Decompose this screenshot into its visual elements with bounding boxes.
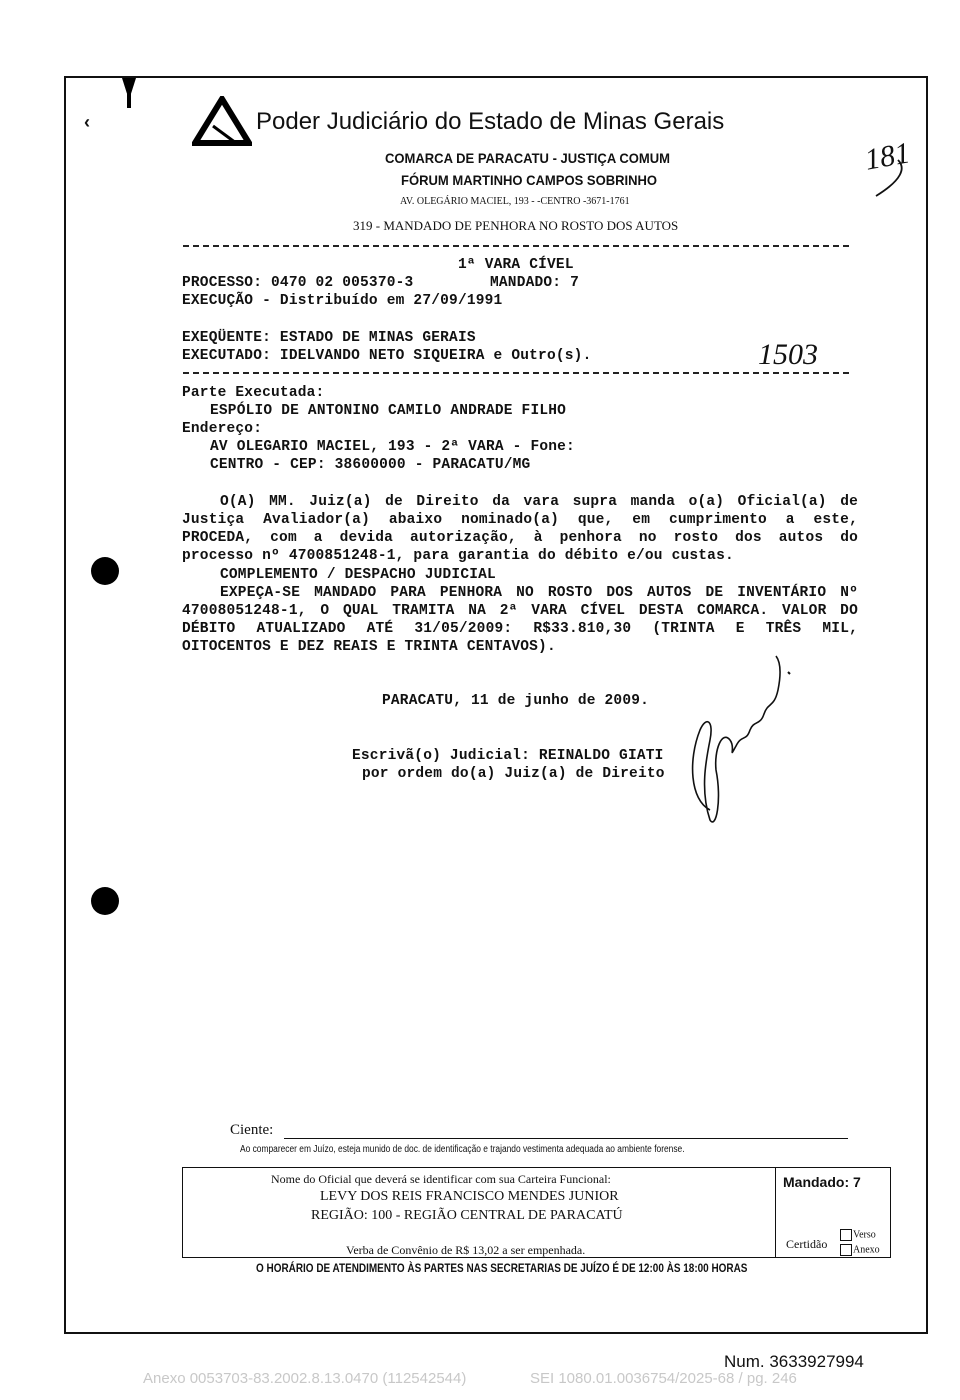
forum-line: FÓRUM MARTINHO CAMPOS SOBRINHO <box>401 172 658 188</box>
handwritten-page-number: 181 <box>862 136 913 177</box>
parte-executada-block <box>182 384 882 474</box>
office-hours-notice: O HORÁRIO DE ATENDIMENTO ÀS PARTES NAS SECRETARIAS DE JUÍZO É DE 12:00 ÀS 18:00 HORAS <box>256 1261 748 1275</box>
paragraph-2-line-2: 47008051248-1, O QUAL TRAMITA NA 2ª VARA CÍVEL DESTA COMARCA. VALOR DO <box>182 603 858 619</box>
judiciary-logo-icon <box>192 96 252 146</box>
comarca-line: COMARCA DE PARACATU - JUSTIÇA COMUM <box>385 150 670 166</box>
paragraph-2-line-1: EXPEÇA-SE MANDADO PARA PENHORA NO ROSTO DOS AUTOS DE INVENTÁRIO Nº <box>220 585 858 601</box>
anexo-checkbox[interactable] <box>840 1244 852 1256</box>
annex-reference: Anexo 0053703-83.2002.8.13.0470 (112542544) <box>143 1370 467 1387</box>
officer-heading: Nome do Oficial que deverá se identificar com sua Carteira Funcional: <box>271 1172 611 1186</box>
ciente-label: Ciente: <box>230 1122 274 1138</box>
verso-label: Verso <box>853 1229 876 1241</box>
divider-top <box>183 245 849 247</box>
paragraph-2-line-4: OITOCENTOS E DEZ REAIS E TRINTA CENTAVOS). <box>182 639 556 655</box>
clerk-line: Escrivã(o) Judicial: REINALDO GIATI <box>352 748 664 764</box>
document-number-stamp: Num. 3633927994 <box>724 1352 864 1371</box>
despacho-paragraph <box>182 566 862 658</box>
page-number-stroke-icon <box>868 150 908 200</box>
paragraph-1-line-2: Justiça Avaliador(a) abaixo nominado(a) que, em cumprimento a este, <box>182 512 858 528</box>
paragraph-1-line-3: PROCEDA, com a devida autorização, à penhora no rosto dos autos do <box>182 530 858 546</box>
address-label: Endereço: <box>182 421 263 437</box>
address-line-1: AV OLEGARIO MACIEL, 193 - 2ª VARA - Fone: <box>210 439 575 455</box>
scan-mark-left: ‹ <box>84 112 90 132</box>
vara-label: 1ª VARA CÍVEL <box>458 257 574 273</box>
ciente-signature-line <box>284 1138 848 1139</box>
scan-mark-bar <box>127 92 131 108</box>
mandado-number: MANDADO: 7 <box>490 275 580 291</box>
divider-bottom <box>183 372 849 374</box>
verso-option[interactable] <box>840 1229 876 1241</box>
date-line: PARACATU, 11 de junho de 2009. <box>382 693 650 709</box>
verso-checkbox[interactable] <box>840 1229 852 1241</box>
anexo-option[interactable] <box>840 1244 880 1256</box>
processo-number: PROCESSO: 0470 02 005370-3 <box>182 275 414 291</box>
institution-title: Poder Judiciário do Estado de Minas Gerais <box>256 108 725 135</box>
order-paragraph <box>182 493 862 567</box>
execucao-line: EXECUÇÃO - Distribuído em 27/09/1991 <box>182 293 503 309</box>
parte-name: ESPÓLIO DE ANTONINO CAMILO ANDRADE FILHO <box>210 403 567 419</box>
paragraph-1-line-1: O(A) MM. Juiz(a) de Direito da vara supra manda o(a) Oficial(a) de <box>220 494 858 510</box>
forum-address: AV. OLEGÁRIO MACIEL, 193 - -CENTRO -3671-1761 <box>400 196 630 207</box>
parte-label: Parte Executada: <box>182 385 325 401</box>
officer-region: REGIÃO: 100 - REGIÃO CENTRAL DE PARACATÚ <box>311 1208 623 1223</box>
officer-name: LEVY DOS REIS FRANCISCO MENDES JUNIOR <box>320 1189 619 1204</box>
case-block <box>182 256 882 316</box>
paragraph-2-line-3: DÉBITO ATUALIZADO ATÉ 31/05/2009: R$33.810,30 (TRINTA E TRÊS MIL, <box>182 621 858 637</box>
mandado-box-label: Mandado: 7 <box>783 1174 861 1190</box>
officer-box-divider <box>775 1168 776 1257</box>
document-type: 319 - MANDADO DE PENHORA NO ROSTO DOS AUTOS <box>353 218 679 233</box>
complemento-heading: COMPLEMENTO / DESPACHO JUDICIAL <box>220 567 496 583</box>
court-notice: Ao comparecer em Juízo, esteja munido de doc. de identificação e trajando vestimenta adequada ao ambiente forense. <box>240 1144 685 1155</box>
order-line: por ordem do(a) Juiz(a) de Direito <box>362 766 665 782</box>
punch-hole-bottom <box>91 887 119 915</box>
punch-hole-top <box>91 557 119 585</box>
certidao-label: Certidão <box>786 1237 828 1251</box>
executado-line: EXECUTADO: IDELVANDO NETO SIQUEIRA e Outro(s). <box>182 348 592 364</box>
signature-icon <box>670 650 800 830</box>
exequente-line: EXEQÜENTE: ESTADO DE MINAS GERAIS <box>182 330 476 346</box>
address-line-2: CENTRO - CEP: 38600000 - PARACATU/MG <box>210 457 531 473</box>
anexo-label: Anexo <box>853 1244 880 1256</box>
handwritten-sheet-number: 1503 <box>758 338 818 371</box>
sei-reference: SEI 1080.01.0036754/2025-68 / pg. 246 <box>530 1370 797 1387</box>
officer-box <box>182 1167 891 1258</box>
fee-line: Verba de Convênio de R$ 13,02 a ser empenhada. <box>346 1243 586 1257</box>
paragraph-1-line-4: processo nº 4700851248-1, para garantia do débito e/ou custas. <box>182 548 734 564</box>
